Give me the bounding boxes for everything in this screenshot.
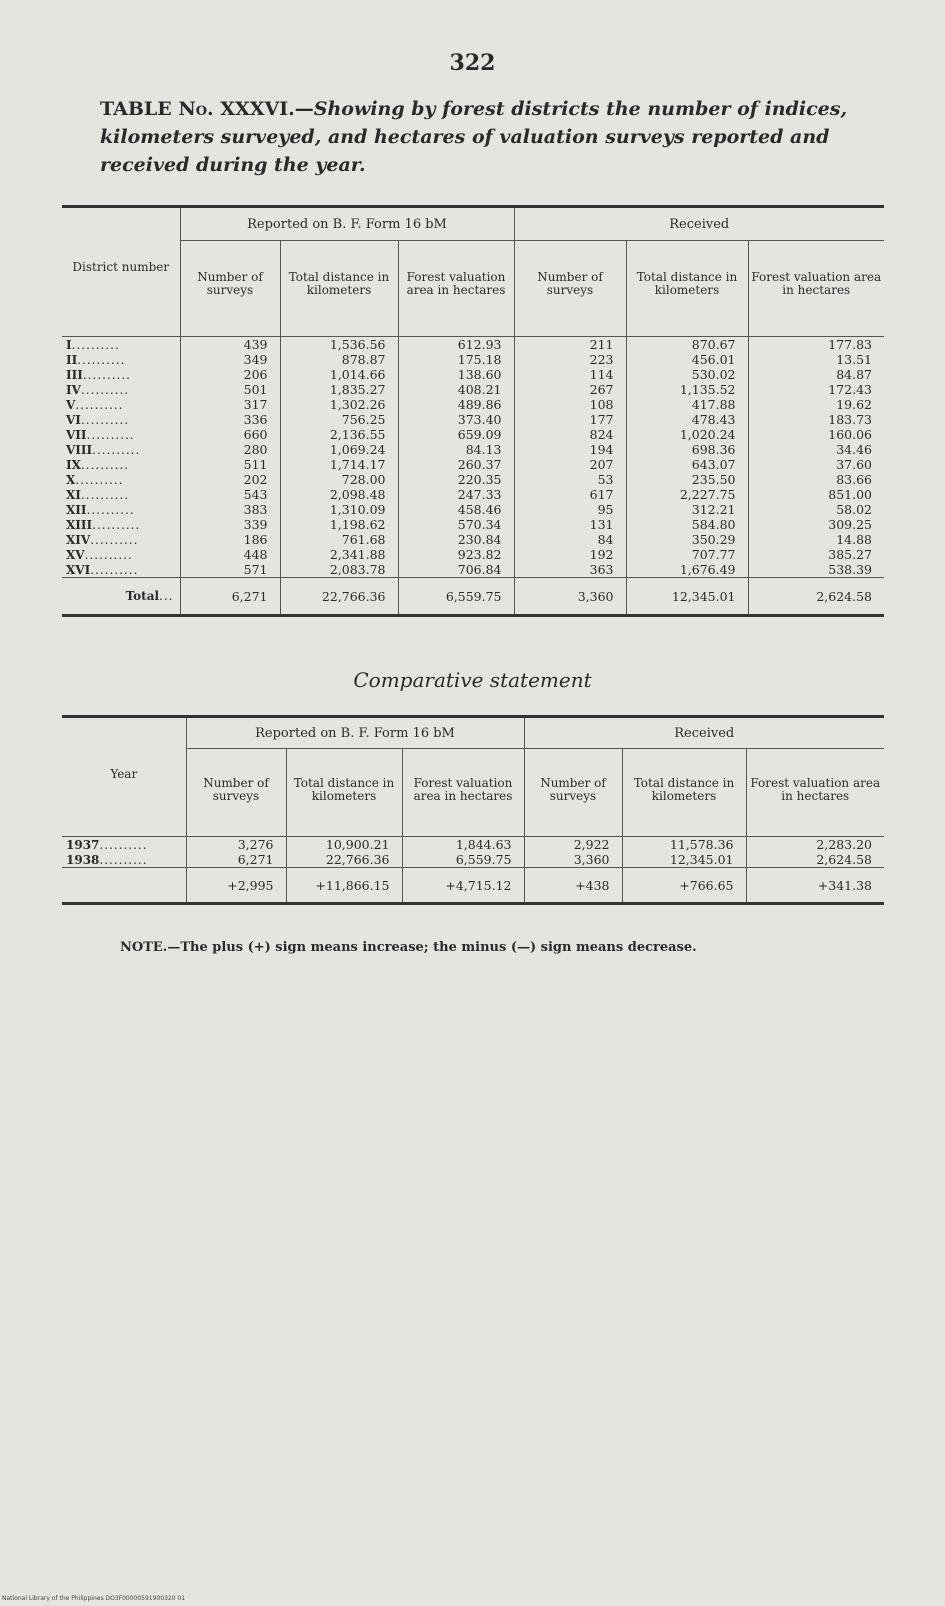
cell-c-dist: 478.43 bbox=[626, 412, 748, 427]
cell-r-num: 339 bbox=[180, 517, 280, 532]
cell-r-num: 186 bbox=[180, 532, 280, 547]
difference-received-area: +341.38 bbox=[746, 868, 884, 904]
leader-dots: .......... bbox=[86, 502, 135, 517]
difference-received-distance: +766.65 bbox=[622, 868, 746, 904]
cell-r-area: 1,844.63 bbox=[402, 837, 524, 853]
cell-c-num: 114 bbox=[514, 367, 626, 382]
cell-c-num: 192 bbox=[514, 547, 626, 562]
row-label bbox=[62, 352, 180, 367]
cell-r-dist: 1,536.56 bbox=[280, 337, 398, 353]
row-label-text: V bbox=[66, 397, 76, 412]
table-row bbox=[62, 457, 884, 472]
difference-reported-number: +2,995 bbox=[186, 868, 286, 904]
cell-c-num: 177 bbox=[514, 412, 626, 427]
cell-c-num: 194 bbox=[514, 442, 626, 457]
cell-r-dist: 1,069.24 bbox=[280, 442, 398, 457]
cell-r-area: 570.34 bbox=[398, 517, 514, 532]
difference-label bbox=[62, 868, 186, 904]
cell-r-area: 138.60 bbox=[398, 367, 514, 382]
cell-r-dist: 1,835.27 bbox=[280, 382, 398, 397]
total-label: Total... bbox=[62, 578, 180, 616]
cell-r-dist: 2,098.48 bbox=[280, 487, 398, 502]
table-row bbox=[62, 442, 884, 457]
cell-c-dist: 12,345.01 bbox=[622, 852, 746, 868]
cell-r-num: 439 bbox=[180, 337, 280, 353]
cell-c-dist: 870.67 bbox=[626, 337, 748, 353]
leader-dots: .......... bbox=[90, 562, 139, 577]
cell-c-num: 223 bbox=[514, 352, 626, 367]
cell-r-area: 175.18 bbox=[398, 352, 514, 367]
cell-c-area: 172.43 bbox=[748, 382, 884, 397]
cell-c-num: 131 bbox=[514, 517, 626, 532]
column-header-received-distance: Total distance in kilometers bbox=[622, 749, 746, 831]
cell-c-area: 83.66 bbox=[748, 472, 884, 487]
column-header-received-area: Forest valuation area in hectares bbox=[748, 241, 884, 327]
table-title-description: Showing by forest districts the number of indices, kilometers surveyed, and hectares of valuation surveys reported and received during the year. bbox=[100, 98, 848, 176]
group-header-received: Received bbox=[524, 717, 884, 749]
cell-r-num: 571 bbox=[180, 562, 280, 578]
row-label-text: XV bbox=[66, 547, 85, 562]
total-reported-number: 6,271 bbox=[180, 578, 280, 616]
row-label bbox=[62, 487, 180, 502]
cell-c-area: 160.06 bbox=[748, 427, 884, 442]
cell-c-area: 183.73 bbox=[748, 412, 884, 427]
cell-c-num: 95 bbox=[514, 502, 626, 517]
group-header-reported: Reported on B. F. Form 16 bM bbox=[180, 207, 514, 241]
table-row bbox=[62, 532, 884, 547]
row-label bbox=[62, 547, 180, 562]
row-label-text: II bbox=[66, 352, 78, 367]
cell-c-num: 84 bbox=[514, 532, 626, 547]
page-number: 322 bbox=[449, 50, 496, 76]
cell-c-dist: 312.21 bbox=[626, 502, 748, 517]
cell-c-area: 851.00 bbox=[748, 487, 884, 502]
cell-c-dist: 456.01 bbox=[626, 352, 748, 367]
cell-r-area: 260.37 bbox=[398, 457, 514, 472]
row-label bbox=[62, 367, 180, 382]
leader-dots: .......... bbox=[71, 337, 120, 352]
row-label-text: X bbox=[66, 472, 76, 487]
row-label-text: 1937 bbox=[66, 837, 100, 852]
leader-dots: .......... bbox=[75, 397, 124, 412]
leader-dots: .......... bbox=[92, 442, 141, 457]
cell-c-area: 19.62 bbox=[748, 397, 884, 412]
cell-c-area: 58.02 bbox=[748, 502, 884, 517]
cell-r-dist: 761.68 bbox=[280, 532, 398, 547]
row-label bbox=[62, 442, 180, 457]
table-row bbox=[62, 487, 884, 502]
row-label bbox=[62, 397, 180, 412]
cell-r-area: 247.33 bbox=[398, 487, 514, 502]
column-header-reported-number: Number of surveys bbox=[186, 749, 286, 831]
table-row bbox=[62, 472, 884, 487]
forest-district-table bbox=[62, 205, 884, 617]
column-header-reported-area: Forest valuation area in hectares bbox=[398, 241, 514, 327]
column-header-received-number: Number of surveys bbox=[514, 241, 626, 327]
cell-c-num: 824 bbox=[514, 427, 626, 442]
cell-c-dist: 1,020.24 bbox=[626, 427, 748, 442]
cell-r-area: 6,559.75 bbox=[402, 852, 524, 868]
cell-c-dist: 707.77 bbox=[626, 547, 748, 562]
cell-r-area: 373.40 bbox=[398, 412, 514, 427]
comparative-statement-table bbox=[62, 715, 884, 905]
leader-dots: .......... bbox=[82, 367, 131, 382]
row-label-text: IV bbox=[66, 382, 81, 397]
cell-c-num: 3,360 bbox=[524, 852, 622, 868]
cell-c-area: 385.27 bbox=[748, 547, 884, 562]
table-row bbox=[62, 337, 884, 353]
total-received-area: 2,624.58 bbox=[748, 578, 884, 616]
table-row bbox=[62, 412, 884, 427]
cell-r-dist: 756.25 bbox=[280, 412, 398, 427]
cell-r-num: 448 bbox=[180, 547, 280, 562]
cell-r-dist: 1,310.09 bbox=[280, 502, 398, 517]
group-header-received: Received bbox=[514, 207, 884, 241]
cell-r-dist: 1,714.17 bbox=[280, 457, 398, 472]
cell-r-num: 280 bbox=[180, 442, 280, 457]
footer-credit: National Library of the Philippines DO3F00000591900320 01 bbox=[2, 1595, 186, 1602]
cell-r-num: 3,276 bbox=[186, 837, 286, 853]
cell-r-area: 84.13 bbox=[398, 442, 514, 457]
comparative-statement-title: Comparative statement bbox=[353, 668, 592, 692]
column-header-district: District number bbox=[72, 259, 170, 274]
cell-r-area: 220.35 bbox=[398, 472, 514, 487]
note bbox=[120, 940, 900, 955]
column-header-reported-distance: Total distance in kilometers bbox=[286, 749, 402, 831]
note-text: —The plus (+) sign means increase; the minus (—) sign means decrease. bbox=[167, 940, 697, 955]
cell-c-area: 309.25 bbox=[748, 517, 884, 532]
cell-c-dist: 2,227.75 bbox=[626, 487, 748, 502]
leader-dots: .......... bbox=[99, 852, 148, 867]
total-received-number: 3,360 bbox=[514, 578, 626, 616]
cell-r-dist: 2,083.78 bbox=[280, 562, 398, 578]
cell-c-area: 37.60 bbox=[748, 457, 884, 472]
difference-reported-distance: +11,866.15 bbox=[286, 868, 402, 904]
column-header-reported-number: Number of surveys bbox=[180, 241, 280, 327]
cell-r-num: 660 bbox=[180, 427, 280, 442]
note-lead: NOTE. bbox=[120, 940, 168, 955]
column-header-received-distance: Total distance in kilometers bbox=[626, 241, 748, 327]
column-header-reported-area: Forest valuation area in hectares bbox=[402, 749, 524, 831]
column-header-year: Year bbox=[110, 766, 138, 781]
cell-r-area: 706.84 bbox=[398, 562, 514, 578]
row-label-text: VI bbox=[66, 412, 81, 427]
cell-r-area: 659.09 bbox=[398, 427, 514, 442]
total-received-distance: 12,345.01 bbox=[626, 578, 748, 616]
row-label-text: III bbox=[66, 367, 83, 382]
column-header-received-number: Number of surveys bbox=[524, 749, 622, 831]
cell-c-dist: 350.29 bbox=[626, 532, 748, 547]
cell-r-num: 511 bbox=[180, 457, 280, 472]
table-row bbox=[62, 562, 884, 578]
group-header-reported: Reported on B. F. Form 16 bM bbox=[186, 717, 524, 749]
row-label bbox=[62, 472, 180, 487]
cell-c-area: 538.39 bbox=[748, 562, 884, 578]
table-row bbox=[62, 397, 884, 412]
leader-dots: .......... bbox=[80, 487, 130, 502]
row-label bbox=[62, 517, 180, 532]
cell-r-num: 383 bbox=[180, 502, 280, 517]
row-label-text: XI bbox=[66, 487, 81, 502]
cell-r-dist: 2,136.55 bbox=[280, 427, 398, 442]
leader-dots: .......... bbox=[99, 837, 148, 852]
cell-r-dist: 1,302.26 bbox=[280, 397, 398, 412]
cell-r-dist: 1,014.66 bbox=[280, 367, 398, 382]
leader-dots: .......... bbox=[77, 352, 126, 367]
cell-r-num: 317 bbox=[180, 397, 280, 412]
cell-r-area: 230.84 bbox=[398, 532, 514, 547]
table-row bbox=[62, 352, 884, 367]
cell-r-num: 336 bbox=[180, 412, 280, 427]
row-label-text: IX bbox=[66, 457, 81, 472]
row-label bbox=[62, 337, 180, 353]
table-row bbox=[62, 427, 884, 442]
table-row bbox=[62, 837, 884, 853]
cell-c-area: 2,624.58 bbox=[746, 852, 884, 868]
cell-c-dist: 530.02 bbox=[626, 367, 748, 382]
row-label bbox=[62, 502, 180, 517]
row-label-text: 1938 bbox=[66, 852, 100, 867]
table-row bbox=[62, 502, 884, 517]
cell-r-area: 923.82 bbox=[398, 547, 514, 562]
leader-dots: .......... bbox=[90, 532, 139, 547]
cell-c-area: 84.87 bbox=[748, 367, 884, 382]
cell-r-area: 408.21 bbox=[398, 382, 514, 397]
cell-c-area: 2,283.20 bbox=[746, 837, 884, 853]
cell-r-dist: 10,900.21 bbox=[286, 837, 402, 853]
column-header-reported-distance: Total distance in kilometers bbox=[280, 241, 398, 327]
cell-r-dist: 22,766.36 bbox=[286, 852, 402, 868]
total-reported-area: 6,559.75 bbox=[398, 578, 514, 616]
cell-c-dist: 11,578.36 bbox=[622, 837, 746, 853]
cell-c-area: 14.88 bbox=[748, 532, 884, 547]
row-label bbox=[62, 382, 180, 397]
cell-c-num: 211 bbox=[514, 337, 626, 353]
cell-c-num: 363 bbox=[514, 562, 626, 578]
row-label bbox=[62, 852, 186, 868]
cell-r-area: 458.46 bbox=[398, 502, 514, 517]
cell-c-area: 177.83 bbox=[748, 337, 884, 353]
cell-r-num: 543 bbox=[180, 487, 280, 502]
leader-dots: .......... bbox=[80, 412, 130, 427]
cell-r-num: 206 bbox=[180, 367, 280, 382]
cell-r-area: 489.86 bbox=[398, 397, 514, 412]
leader-dots: .......... bbox=[80, 457, 130, 472]
cell-c-dist: 584.80 bbox=[626, 517, 748, 532]
row-label bbox=[62, 562, 180, 578]
row-label-text: I bbox=[66, 337, 72, 352]
total-reported-distance: 22,766.36 bbox=[280, 578, 398, 616]
cell-r-num: 349 bbox=[180, 352, 280, 367]
row-label-text: VIII bbox=[66, 442, 93, 457]
cell-c-dist: 1,135.52 bbox=[626, 382, 748, 397]
row-label bbox=[62, 457, 180, 472]
table-row bbox=[62, 382, 884, 397]
leader-dots: .......... bbox=[84, 547, 133, 562]
cell-r-area: 612.93 bbox=[398, 337, 514, 353]
cell-r-dist: 1,198.62 bbox=[280, 517, 398, 532]
cell-c-num: 207 bbox=[514, 457, 626, 472]
table-row bbox=[62, 852, 884, 868]
cell-r-dist: 728.00 bbox=[280, 472, 398, 487]
difference-reported-area: +4,715.12 bbox=[402, 868, 524, 904]
cell-c-num: 108 bbox=[514, 397, 626, 412]
cell-c-area: 13.51 bbox=[748, 352, 884, 367]
row-label-text: XVI bbox=[66, 562, 91, 577]
leader-dots: .......... bbox=[75, 472, 124, 487]
cell-r-dist: 2,341.88 bbox=[280, 547, 398, 562]
cell-r-num: 202 bbox=[180, 472, 280, 487]
cell-c-dist: 698.36 bbox=[626, 442, 748, 457]
table-title bbox=[100, 95, 880, 179]
row-label bbox=[62, 532, 180, 547]
cell-c-area: 34.46 bbox=[748, 442, 884, 457]
cell-r-num: 501 bbox=[180, 382, 280, 397]
cell-c-dist: 417.88 bbox=[626, 397, 748, 412]
row-label bbox=[62, 412, 180, 427]
row-label-text: XIII bbox=[66, 517, 93, 532]
difference-received-number: +438 bbox=[524, 868, 622, 904]
leader-dots: .......... bbox=[80, 382, 130, 397]
row-label-text: XIV bbox=[66, 532, 91, 547]
column-header-received-area: Forest valuation area in hectares bbox=[746, 749, 884, 831]
cell-c-num: 617 bbox=[514, 487, 626, 502]
cell-c-dist: 643.07 bbox=[626, 457, 748, 472]
cell-c-dist: 235.50 bbox=[626, 472, 748, 487]
cell-c-num: 53 bbox=[514, 472, 626, 487]
row-label-text: XII bbox=[66, 502, 87, 517]
row-label-text: VII bbox=[66, 427, 87, 442]
cell-c-dist: 1,676.49 bbox=[626, 562, 748, 578]
cell-c-num: 2,922 bbox=[524, 837, 622, 853]
leader-dots: .......... bbox=[92, 517, 141, 532]
row-label bbox=[62, 427, 180, 442]
cell-r-dist: 878.87 bbox=[280, 352, 398, 367]
table-row bbox=[62, 367, 884, 382]
leader-dots: .......... bbox=[86, 427, 135, 442]
table-title-lead: TABLE No. XXXVI.— bbox=[100, 98, 314, 120]
row-label bbox=[62, 837, 186, 853]
table-row bbox=[62, 517, 884, 532]
table-row bbox=[62, 547, 884, 562]
cell-r-num: 6,271 bbox=[186, 852, 286, 868]
cell-c-num: 267 bbox=[514, 382, 626, 397]
